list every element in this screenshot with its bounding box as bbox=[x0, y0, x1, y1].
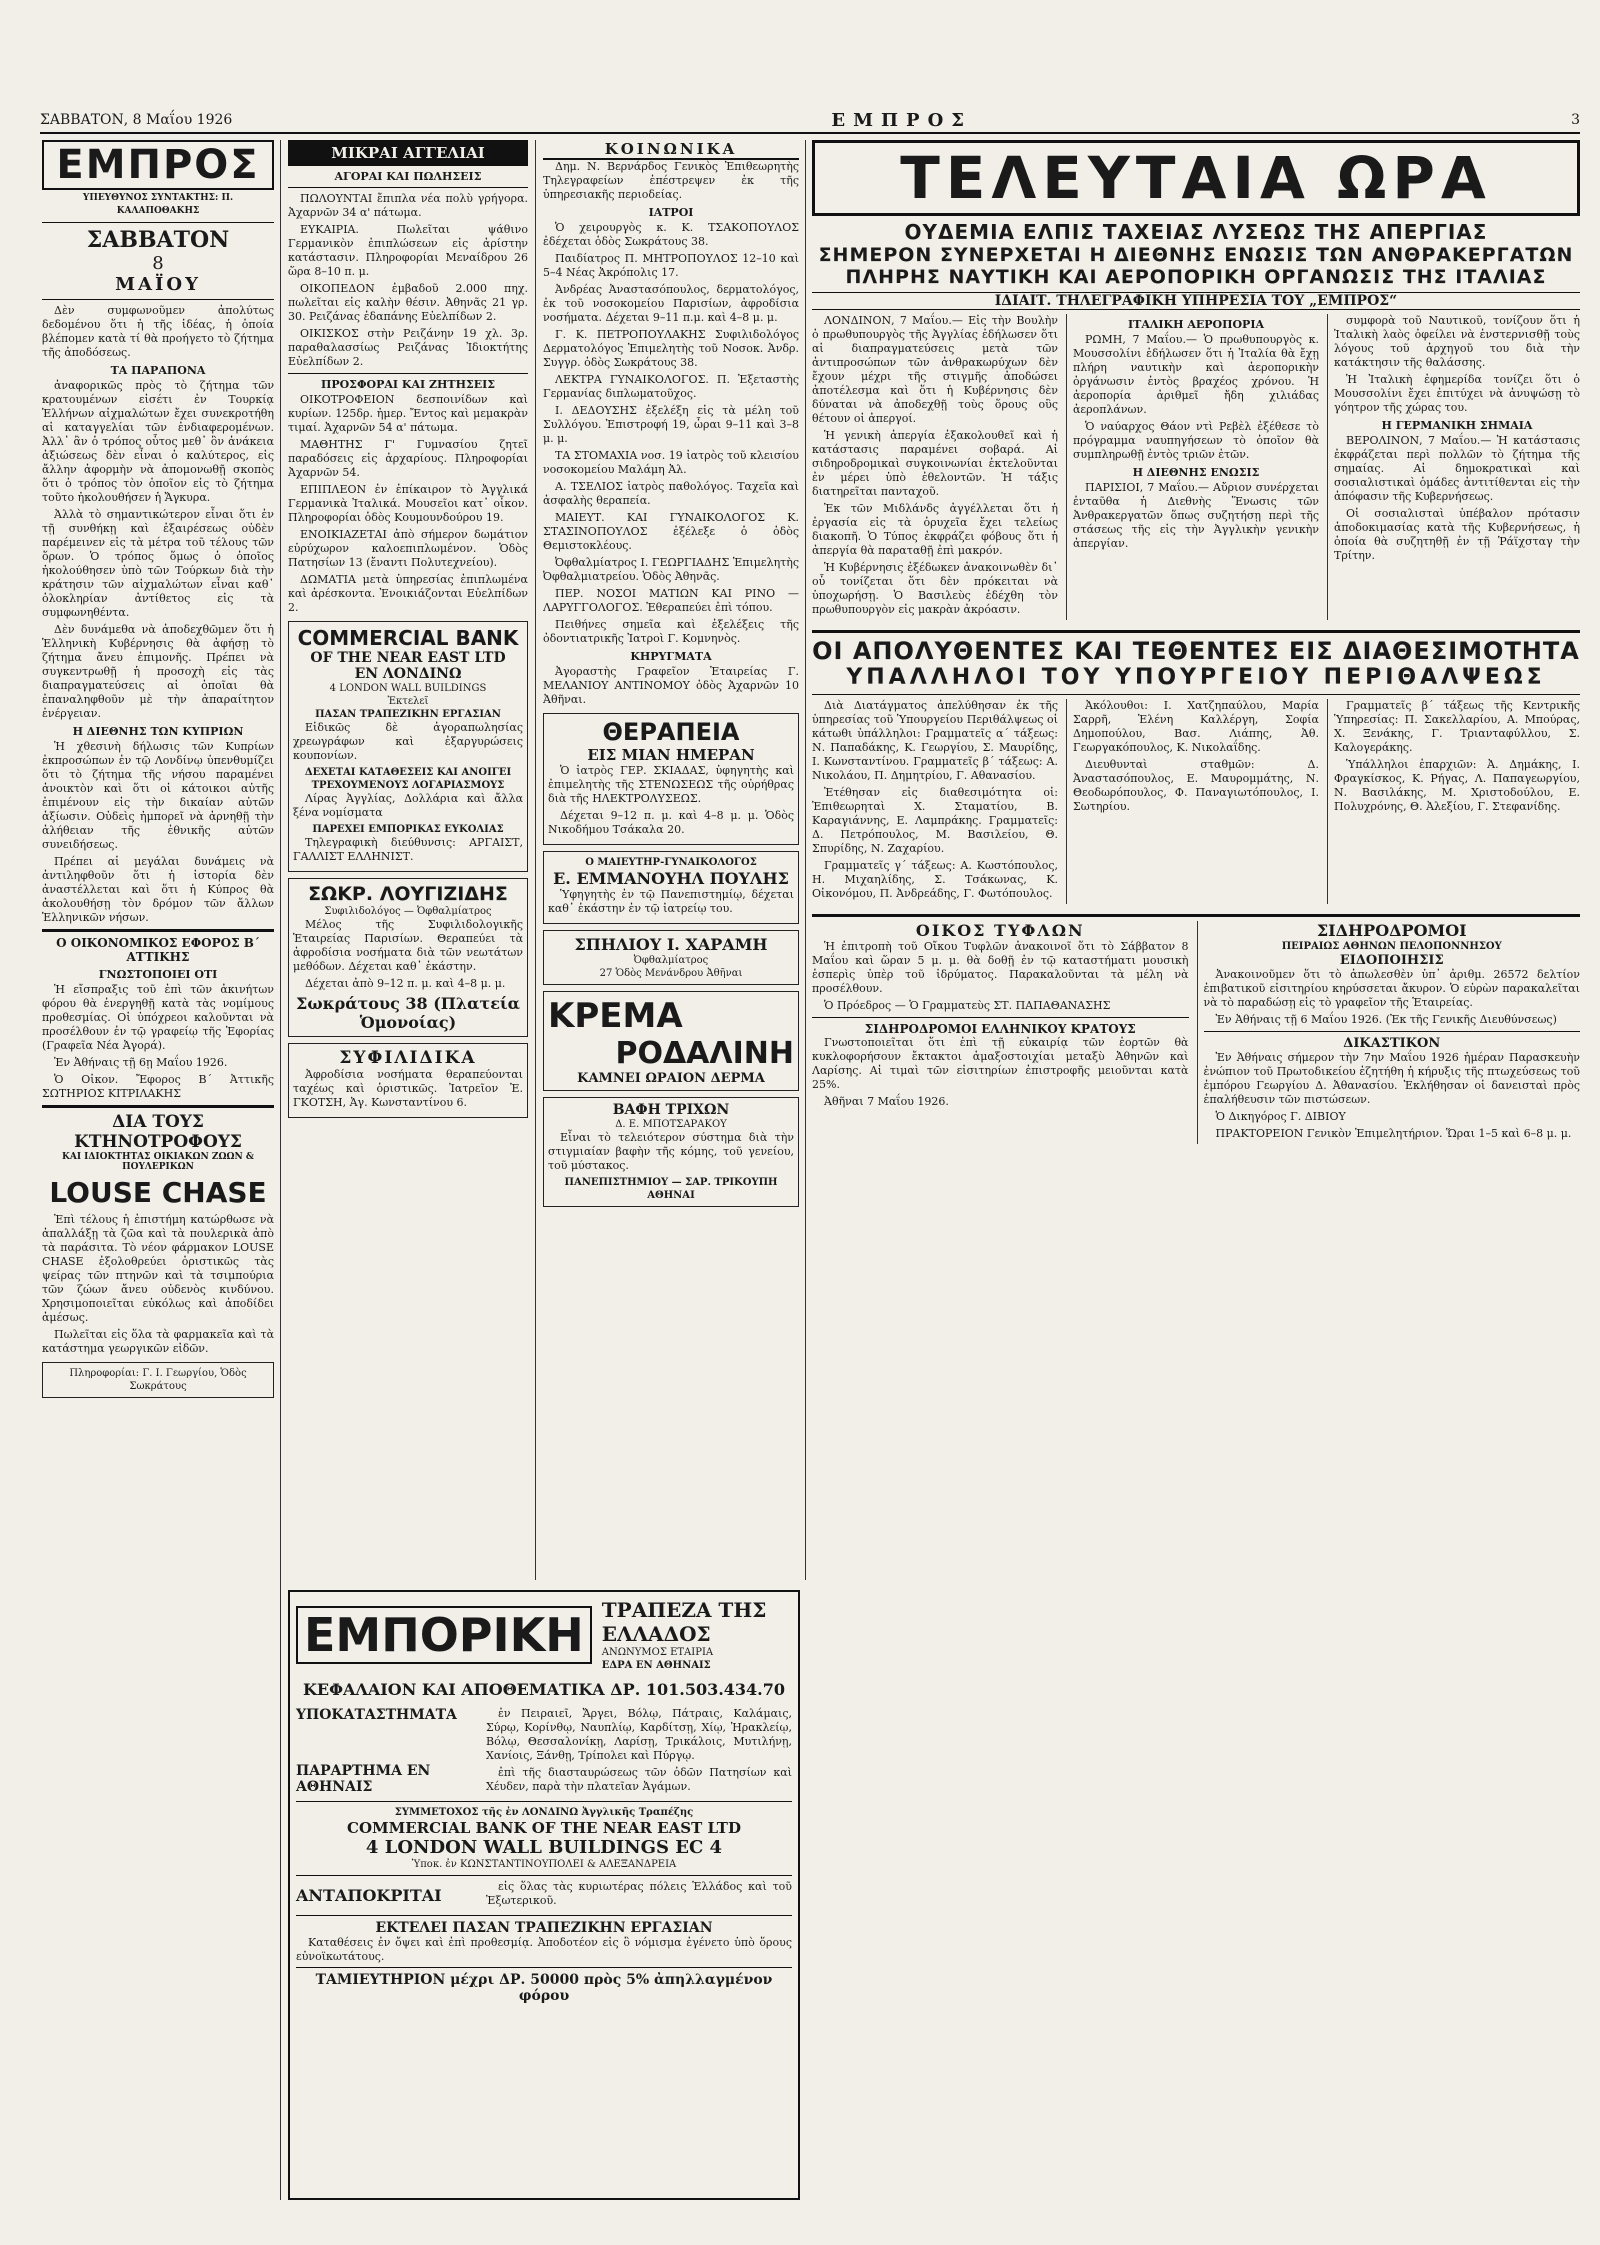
headline: ΣΗΜΕΡΟΝ ΣΥΝΕΡΧΕΤΑΙ Η ΔΙΕΘΝΗΣ ΕΝΩΣΙΣ ΤΩΝ ΑΝΘΡΑΚΕΡΓΑΤΩΝ bbox=[818, 244, 1574, 266]
ophthalmologist-address: 27 Ὁδὸς Μενάνδρου Ἀθῆναι bbox=[599, 968, 743, 979]
social-item: Α. ΤΣΕΛΙΟΣ ἰατρὸς παθολόγος. Ταχεῖα καὶ ἀσφαλὴς θεραπεία. bbox=[543, 480, 799, 507]
doctor-ad bbox=[288, 878, 528, 1037]
tax-notice-date: Ἐν Ἀθήναις τῇ 6ῃ Μαΐου 1926. bbox=[54, 1056, 228, 1069]
latest-news-banner: ΤΕΛΕΥΤΑΙΑ ΩΡΑ bbox=[900, 144, 1492, 212]
bank-ad bbox=[288, 621, 528, 872]
dismissals-paragraph: Διὰ Διατάγματος ἀπελύθησαν ἐκ τῆς ὑπηρεσίας τοῦ Ὑπουργείου Περιθάλψεως οἱ κάτωθι ὑπάλληλοι: Γραμματεῖς α΄ τάξεως: Ν. Παπαδάκης, Κ. Γεωργίου, Σ. Μαυρίδης, Ι. Κωνσταντίνου. Γραμματεῖς β΄ τάξεως: Α. Νικολάου, Π. Δημητρίου, Γ. Αθανασίου. bbox=[812, 699, 1058, 782]
bank-operations: ΠΑΣΑΝ ΤΡΑΠΕΖΙΚΗΝ ΕΡΓΑΣΙΑΝ bbox=[315, 709, 501, 720]
masthead-logo: ΕΜΠΡΟΣ bbox=[42, 140, 274, 190]
bank-footer: Τηλεγραφικὴ διεύθυνσις: ΑΡΓΑΙΣΤ, ΓΑΛΛΙΣΤ ΕΛΛΗΝΙΣΤ. bbox=[293, 836, 523, 863]
emporiki-agencies: ἐπὶ τῆς διασταυρώσεως τῶν ὁδῶν Πατησίων καὶ Χέυδεν, παρὰ τὴν πλατεῖαν Ἀγάμων. bbox=[486, 1766, 792, 1793]
news-paragraph: συμφορὰ τοῦ Ναυτικοῦ, τονίζουν ὅτι ἡ Ἰταλικὴ λαὸς ὀφείλει νὰ ἐνστερνισθῇ τοὺς λόγους τοῦ ἀρχηγοῦ του διὰ τὴν κατάκτησιν τῆς θαλάσσης. bbox=[1334, 314, 1580, 369]
railways-notice-date: Ἐν Ἀθήναις τῇ 6 Μαΐου 1926. (Ἐκ τῆς Γενικῆς Διευθύνσεως) bbox=[1215, 1013, 1557, 1026]
hair-dye-maker: Δ. Ε. ΜΠΟΤΣΑΡΑΚΟΥ bbox=[615, 1119, 727, 1130]
hair-dye-title: ΒΑΦΗ ΤΡΙΧΩΝ bbox=[612, 1102, 730, 1118]
classifieds-banner: ΜΙΚΡΑΙ ΑΓΓΕΛΙΑΙ bbox=[288, 140, 528, 166]
news-paragraph: Ἡ Κυβέρνησις ἐξέδωκεν ἀνακοινωθὲν δι᾽ οὗ τονίζεται ὅτι δὲν πρόκειται νὰ ὑποχωρήσῃ. Ὁ Βασιλεὺς ἐδέχθη τὸν πρωθυπουργὸν εἰς μακρὰν ἀκρόασιν. bbox=[812, 561, 1058, 616]
obstetrician-name: Ε. ΕΜΜΑΝΟΥΗΛ ΠΟΥΛΗΣ bbox=[553, 869, 789, 888]
classified-ad: ΟΙΚΟΠΕΔΟΝ ἐμβαδοῦ 2.000 πηχ. πωλεῖται εἰς καλὴν θέσιν. Ἀθηνᾶς 21 γρ. 30. Ρειζάνας ἐδαπάνης Εὐελπίδων 2. bbox=[288, 282, 528, 323]
ad-subtitle: ΚΑΙ ΙΔΙΟΚΤΗΤΑΣ ΟΙΚΙΑΚΩΝ ΖΩΩΝ & ΠΟΥΛΕΡΙΚΩΝ bbox=[62, 1152, 254, 1172]
tax-notice-title: Ο ΟΙΚΟΝΟΜΙΚΟΣ ΕΦΟΡΟΣ Β΄ ΑΤΤΙΚΗΣ bbox=[56, 936, 260, 964]
social-item: ΤΑ ΣΤΟΜΑΧΙΑ νοσ. 19 ἰατρὸς τοῦ κλεισίου νοσοκομείου Μαλάμη Ἀλ. bbox=[543, 449, 799, 476]
emporiki-agencies-title: ΠΑΡΑΡΤΗΜΑ ΕΝ ΑΘΗΝΑΙΣ bbox=[296, 1763, 431, 1795]
editorial-paragraph: ἀναφορικῶς πρὸς τὸ ζήτημα τῶν κρατουμένων εἰσέτι ἐν Τουρκίᾳ Ἑλλήνων αἰχμαλώτων ἔχει συνεκροτήθη αἱ καταγγελίαι τῶν ἐνδιαφερομένων. Ἀλλ᾽ ἂν ὁ τρόπος οὗτος μεθ᾽ ὃν ἀνάκεια ἀξιώσεως δὲν εἶναι ὁ καλύτερος, εἰς ἄλλην ἀφορμὴν νὰ ἀπομονωθῇ σκοπὸς ὅτι ὁ τρόπος τὸν ὁποῖον εἰς τὸ ζήτημα τοῦτο ἠκολουθήσεν ἡ Ἄγκυρα. bbox=[42, 379, 274, 504]
state-railways-date: Ἀθῆναι 7 Μαΐου 1926. bbox=[824, 1095, 949, 1108]
therapy-ad bbox=[543, 713, 799, 845]
social-item: Ἀνδρέας Ἀναστασόπουλος, δερματολόγος, ἐκ τοῦ νοσοκομείου Παρισίων, ἀφροδίσια νοσήματα. Δέχεται 9–11 π.μ. καὶ 4–8 μ. μ. bbox=[543, 283, 799, 324]
emporiki-bank-ad bbox=[288, 1590, 800, 2200]
syphilis-title: ΣΥΦΙΛΙΔΙΚΑ bbox=[339, 1048, 477, 1068]
hair-dye-footer: ΠΑΝΕΠΙΣΤΗΜΙΟΥ — ΣΑΡ. ΤΡΙΚΟΥΠΗ ΑΘΗΝΑΙ bbox=[564, 1177, 778, 1201]
page-number: 3 bbox=[1571, 112, 1580, 128]
doctor-name: ΣΩΚΡ. ΛΟΥΓΙΖΙΔΗΣ bbox=[308, 883, 508, 905]
news-paragraph: ΠΑΡΙΣΙΟΙ, 7 Μαΐου.— Αὔριον συνέρχεται ἐνταῦθα ἡ Διεθνὴς Ἕνωσις τῶν Ἀνθρακεργατῶν ὅπως συζητήσῃ περὶ τῆς στάσεως τῆς εἰς τὴν Ἀγγλικὴν γενικὴν ἀπεργίαν. bbox=[1073, 481, 1319, 550]
emporiki-partner-address: 4 LONDON WALL BUILDINGS EC 4 bbox=[365, 1837, 723, 1858]
doctor-address: Σωκράτους 38 (Πλατεία Ὁμονοίας) bbox=[296, 994, 520, 1032]
state-railways-title: ΣΙΔΗΡΟΔΡΟΜΟΙ ΕΛΛΗΝΙΚΟΥ ΚΡΑΤΟΥΣ bbox=[864, 1022, 1136, 1036]
emporiki-line2: ΑΝΩΝΥΜΟΣ ΕΤΑΙΡΙΑ bbox=[601, 1647, 714, 1658]
doctor-hours: Δέχεται ἀπὸ 9–12 π. μ. καὶ 4–8 μ. μ. bbox=[305, 977, 506, 990]
editorial-paragraph: Πρέπει αἱ μεγάλαι δυνάμεις νὰ ἀντιληφθοῦν ὅτι ἡ ἱστορία δὲν ἀναστέλλεται καὶ ὅτι ἡ Κύπρος θὰ ἀκολουθήσῃ τὸν δρόμον τῶν ἄλλων Ἑλληνικῶν νήσων. bbox=[42, 855, 274, 924]
classified-ad: ΟΙΚΟΤΡΟΦΕΙΟΝ δεσποινίδων καὶ κυρίων. 125δρ. ἡμερ. Ἔντος καὶ μεμακρὰν τιμαί. Ἀχαρνῶν 54 α' πάτωμα. bbox=[288, 393, 528, 434]
emporiki-correspondents-title: ΑΝΤΑΠΟΚΡΙΤΑΙ bbox=[296, 1886, 442, 1905]
railways-subtitle: ΠΕΙΡΑΙΩΣ ΑΘΗΝΩΝ ΠΕΛΟΠΟΝΝΗΣΟΥ bbox=[1281, 941, 1502, 952]
social-item: Πειθήνες σημεῖα καὶ ἐξελέξεις τῆς ὀδοντιατρικῆς Ἰατροὶ Γ. Κομνηνὸς. bbox=[543, 618, 799, 645]
emporiki-brand: ΕΜΠΟΡΙΚΗ bbox=[296, 1606, 592, 1664]
blind-home-signature: Ὁ Πρόεδρος — Ὁ Γραμματεὺς ΣΤ. ΠΑΠΑΘΑΝΑΣΗΣ bbox=[824, 999, 1111, 1012]
classified-ad: ΔΩΜΑΤΙΑ μετὰ ὑπηρεσίας ἐπιπλωμένα καὶ ἀρέσκοντα. Ἐνοικιάζονται Εὐελπίδων 2. bbox=[288, 573, 528, 614]
emporiki-deposits: Καταθέσεις ἐν ὄψει καὶ ἐπὶ προθεσμίᾳ. Ἀποδοτέον εἰς ὃ νόμισμα ἐγένετο ὑπὸ ὅρους εὐνοϊκωτάτους. bbox=[296, 1936, 792, 1963]
editorial-subhead: Η ΔΙΕΘΝΗΣ ΤΩΝ ΚΥΠΡΙΩΝ bbox=[72, 725, 244, 738]
dismissals-paragraph: Διευθυνταὶ σταθμῶν: Δ. Ἀναστασόπουλος, Ε. Μαυρομμάτης, Ν. Θεοδωρόπουλος, Φ. Παναγιωτόπουλος, Ι. Σωτηρίου. bbox=[1073, 758, 1319, 813]
classifieds-section: ΑΓΟΡΑΙ ΚΑΙ ΠΩΛΗΣΕΙΣ bbox=[334, 170, 482, 183]
classified-ad: ΕΝΟΙΚΙΑΖΕΤΑΙ ἀπὸ σήμερον δωμάτιον εὐρύχωρον καλοεπιπλωμένον. Ὁδὸς Πατησίων 13 (ἔναντι Πολυτεχνείου). bbox=[288, 528, 528, 569]
news-paragraph: Ἐκ τῶν Μιδλάνδς ἀγγέλλεται ὅτι ἡ ἐργασία εἰς τὰ ὀρυχεῖα ἔχει τελείως διακοπῆ. Ὁ Τύπος ἐκφράζει φόβους ὅτι ἡ ἀπεργία θὰ παραταθῇ ἐπὶ μακρόν. bbox=[812, 502, 1058, 557]
blind-home-body: Ἡ ἐπιτροπὴ τοῦ Οἴκου Τυφλῶν ἀνακοινοῖ ὅτι τὸ Σάββατον 8 Μαΐου καὶ ὥραν 5 μ. μ. θὰ δοθῇ ἐν τῷ καταστήματι μουσικὴ ἑσπερὶς ὑπὲρ τοῦ ἱδρύματος. Παρακαλοῦνται τὰ μέλη νὰ προσέλθουν. bbox=[812, 940, 1189, 995]
state-railways-body: Γνωστοποιεῖται ὅτι ἐπὶ τῇ εὐκαιρίᾳ τῶν ἑορτῶν θὰ κυκλοφορήσουν ἔκτακτοι ἁμαξοστοιχίαι μεταξὺ Ἀθηνῶν καὶ Λαρίσης. Αἱ τιμαὶ τῶν εἰσιτηρίων ἐπιστροφῆς μειοῦνται κατὰ 25%. bbox=[812, 1036, 1189, 1091]
emporiki-correspondents: εἰς ὅλας τὰς κυριωτέρας πόλεις Ἑλλάδος καὶ τοῦ Ἐξωτερικοῦ. bbox=[486, 1880, 792, 1907]
cream-slogan: ΚΑΜΝΕΙ ΩΡΑΙΟΝ ΔΕΡΜΑ bbox=[577, 1071, 765, 1086]
court-notice-footer: ΠΡΑΚΤΟΡΕΙΟΝ Γενικὸν Ἐπιμελητήριον. Ὥραι 1–5 καὶ 6–8 μ. μ. bbox=[1215, 1127, 1572, 1140]
dismissals-paragraph: Γραμματεῖς β΄ τάξεως τῆς Κεντρικῆς Ὑπηρεσίας: Π. Σακελλαρίου, Α. Μπούρας, Χ. Ξενάκης, Γ. Τριανταφύλλου, Σ. Καλογεράκης. bbox=[1334, 699, 1580, 754]
cream-brand: ΡΟΔΑΛΙΝΗ bbox=[615, 1036, 794, 1071]
bank-city: ΕΝ ΛΟΝΔΙΝΩ bbox=[354, 666, 462, 682]
emporiki-line3: ΕΔΡΑ ΕΝ ΑΘΗΝΑΙΣ bbox=[601, 1660, 711, 1671]
emporiki-savings: ΤΑΜΙΕΥΤΗΡΙΟΝ μέχρι ΔΡ. 50000 πρὸς 5% ἀπηλλαγμένον φόρου bbox=[296, 1967, 792, 2004]
column-rule bbox=[805, 140, 806, 1580]
social-item: Γ. Κ. ΠΕΤΡΟΠΟΥΛΑΚΗΣ Συφιλιδολόγος Δερματολόγος Ἐπιμελητὴς τοῦ Νοσοκ. Ἀνδρ. Συγγρ. ὁδὸς Σωκράτους 38. bbox=[543, 328, 799, 369]
blind-home-column bbox=[812, 921, 1189, 1144]
month-name: ΜΑΪΟΥ bbox=[115, 274, 201, 295]
social-item: Ὀφθαλμίατρος Ι. ΓΕΩΡΓΙΑΔΗΣ Ἐπιμελητὴς Ὀφθαλμιατρείου. Ὁδὸς Ἀθηνᾶς. bbox=[543, 556, 799, 583]
tax-notice-signature: Ὁ Οἰκον. Ἔφορος Β΄ Ἀττικῆς ΣΩΤΗΡΙΟΣ ΚΙΤΡΙΛΑΚΗΣ bbox=[42, 1073, 274, 1100]
railways-notice-column bbox=[1197, 921, 1581, 1144]
news-subhead: Η ΔΙΕΘΝΗΣ ΕΝΩΣΙΣ bbox=[1132, 466, 1260, 479]
dismissals-column bbox=[1066, 699, 1319, 904]
latest-news-banner-box bbox=[812, 140, 1580, 216]
doctor-body: Μέλος τῆς Συφιλιδολογικῆς Ἑταιρείας Παρισίων. Θεραπεύει τὰ ἀφροδίσια νοσήματα διὰ τῶν νεωτάτων μεθόδων. Δέχεται καθ᾽ ἑκάστην. bbox=[293, 918, 523, 973]
news-paragraph: Ἡ γενικὴ ἀπεργία ἐξακολουθεῖ καὶ ἡ κατάστασις παραμένει σοβαρά. Αἱ σιδηροδρομικαὶ συγκοινωνίαι ἐκτελοῦνται ἐν μέρει ὑπὸ ἐθελοντῶν. Ἡ τάξις διατηρεῖται πανταχοῦ. bbox=[812, 429, 1058, 498]
doctors-subhead: ΙΑΤΡΟΙ bbox=[648, 206, 694, 219]
dismissals-column bbox=[1327, 699, 1580, 904]
ad-footer: Πωλεῖται εἰς ὅλα τὰ φαρμακεῖα καὶ τὰ κατάστημα γεωργικῶν εἰδῶν. bbox=[42, 1328, 274, 1355]
dismissals-paragraph: Ὑπάλληλοι ἐπαρχιῶν: Ἀ. Δημάκης, Ι. Φραγκίσκος, Κ. Ρήγας, Λ. Παπαγεωργίου, Ν. Βασιλάκης, Μ. Χριστοδούλου, Ε. Πολυχρόνης, Θ. Ἀλεξίου, Γ. Στεφανίδης. bbox=[1334, 758, 1580, 813]
column-social bbox=[543, 140, 799, 1570]
ad-contact: Πληροφορίαι: Γ. Ι. Γεωργίου, Ὁδὸς Σωκράτους bbox=[42, 1362, 274, 1398]
social-item: ΜΑΙΕΥΤ. ΚΑΙ ΓΥΝΑΙΚΟΛΟΓΟΣ Κ. ΣΤΑΣΙΝΟΠΟΥΛΟΣ ἐξέλεξε ὁ ὁδὸς Θεμιστοκλέους. bbox=[543, 511, 799, 552]
social-banner: ΚΟΙΝΩΝΙΚΑ bbox=[543, 140, 799, 160]
tax-notice-body: Ἡ εἴσπραξις τοῦ ἐπὶ τῶν ἀκινήτων φόρου θὰ ἐνεργηθῇ κατὰ τὰς νομίμους προθεσμίας. Οἱ ὑπόχρεοι καλοῦνται νὰ προσέλθουν ἐν τῷ γραφείῳ τῆς Ἐφορίας (Γραφεῖα Νέα Ἀγορά). bbox=[42, 983, 274, 1052]
bank-deposits: ΔΕΧΕΤΑΙ ΚΑΤΑΘΕΣΕΙΣ ΚΑΙ ΑΝΟΙΓΕΙ ΤΡΕΧΟΥΜΕΝΟΥΣ ΛΟΓΑΡΙΑΣΜΟΥΣ bbox=[304, 767, 512, 791]
news-paragraph: Ἡ Ἰταλικὴ ἐφημερίδα τονίζει ὅτι ὁ Μουσσολίνι ἔχει ἐπιτύχει νὰ ἀνυψώσῃ τὸ γόητρον τῆς χώρας του. bbox=[1334, 373, 1580, 414]
dismissals-subheadline: ΥΠΑΛΛΗΛΟΙ ΤΟΥ ΥΠΟΥΡΓΕΙΟΥ ΠΕΡΙΘΑΛΨΕΩΣ bbox=[846, 665, 1546, 690]
headline: ΟΥΔΕΜΙΑ ΕΛΠΙΣ ΤΑΧΕΙΑΣ ΛΥΣΕΩΣ ΤΗΣ ΑΠΕΡΓΙΑΣ bbox=[904, 220, 1488, 244]
column-classifieds bbox=[288, 140, 528, 1570]
editor-line: ΥΠΕΥΘΥΝΟΣ ΣΥΝΤΑΚΤΗΣ: Π. ΚΑΛΑΠΟΘΑΚΗΣ bbox=[82, 193, 234, 216]
classified-ad: ΕΠΙΠΛΕΟΝ ἐν ἐπίκαιρον τὸ Ἀγγλικά Γερμανικὰ Ἰταλικά. Μουσεῖοι κατ᾽ οἶκον. Πληροφορίαι ὁδὸς Κουμουνδούρου 19. bbox=[288, 483, 528, 524]
hair-dye-ad bbox=[543, 1097, 799, 1207]
ophthalmologist-name: ΣΠΗΛΙΟΥ Ι. ΧΑΡΑΜΗ bbox=[574, 935, 768, 954]
social-item: Ὁ χειρουργὸς κ. Κ. ΤΣΑΚΟΠΟΥΛΟΣ ἐδέχεται ὁδὸς Σωκράτους 38. bbox=[543, 221, 799, 248]
cream-ad bbox=[543, 991, 799, 1091]
running-masthead: ΕΜΠΡΟΣ bbox=[831, 109, 972, 131]
emporiki-line1: ΤΡΑΠΕΖΑ ΤΗΣ ΕΛΛΑΔΟΣ bbox=[601, 1598, 767, 1646]
editorial-subhead: ΤΑ ΠΑΡΑΠΟΝΑ bbox=[110, 364, 206, 377]
bank-currencies: Λίρας Ἀγγλίας, Δολλάρια καὶ ἄλλα ξένα νομίσματα bbox=[293, 792, 523, 819]
social-item: Δημ. Ν. Βερνάρδος Γενικὸς Ἐπιθεωρητὴς Τηλεγραφείων ἐπέστρεψεν ἐκ τῆς ὑπηρεσιακῆς περιοδείας. bbox=[543, 160, 799, 201]
emporiki-partner-name: COMMERCIAL BANK OF THE NEAR EAST LTD bbox=[347, 1819, 741, 1837]
social-item: ΠΕΡ. ΝΟΣΟΙ ΜΑΤΙΩΝ ΚΑΙ ΡΙΝΟ — ΛΑΡΥΓΓΟΛΟΓΟΣ. Ἐθεραπεύει ἐπὶ τόπου. bbox=[543, 587, 799, 614]
news-paragraph: Ὁ ναύαρχος Θάον ντὶ Ρεβὲλ ἐξέθεσε τὸ πρόγραμμα ναυπηγήσεων τὸ ὁποῖον θὰ συμπληρωθῇ ἐντὸς τριῶν ἐτῶν. bbox=[1073, 420, 1319, 461]
emporiki-partner-cities: Ὑποκ. ἐν ΚΩΝΣΤΑΝΤΙΝΟΥΠΟΛΕΙ & ΑΛΕΞΑΝΔΡΕΙΑ bbox=[411, 1859, 677, 1870]
editorial-paragraph: Ἀλλὰ τὸ σημαντικώτερον εἶναι ὅτι ἐν τῇ συνθήκῃ καὶ ἐξαιρέσεως οὐδὲν παρέμεινεν εἰς τὰ μέτρα τοῦ τέλους τῶν ὅρων. Ὁ τρόπος ὅμως ὁ ὁποῖος ἠκολούθησεν ὑπὸ τῶν Τούρκων διὰ τὴν κράτησιν τῶν αἰχμαλώτων εἶναι καθ᾽ ὁλοκληρίαν ἀντίθετος εἰς τὰ συμφωνηθέντα. bbox=[42, 508, 274, 619]
railways-notice-label: ΕΙΔΟΠΟΙΗΣΙΣ bbox=[1339, 953, 1444, 968]
headline: ΠΛΗΡΗΣ ΝΑΥΤΙΚΗ ΚΑΙ ΑΕΡΟΠΟΡΙΚΗ ΟΡΓΑΝΩΣΙΣ ΤΗΣ ΙΤΑΛΙΑΣ bbox=[845, 266, 1547, 288]
ad-body: Ἐπὶ τέλους ἡ ἐπιστήμη κατώρθωσε νὰ ἀπαλλάξῃ τὰ ζῶα καὶ τὰ πουλερικὰ ἀπὸ τὰ παράσιτα. Τὸ νέον φάρμακον LOUSE CHASE ἐξολοθρεύει ὁριστικῶς τὰς ψείρας τῶν πτηνῶν καὶ τὰ τσιμπούρια τῶν ζώων ἄνευ οὐδενὸς κινδύνου. Χρησιμοποιεῖται εὐκόλως καὶ ἀποδίδει ἀμέσως. bbox=[42, 1213, 274, 1324]
bank-sub: Ἐκτελεῖ bbox=[387, 696, 429, 707]
bank-name: COMMERCIAL BANK bbox=[297, 626, 519, 650]
therapy-title: ΘΕΡΑΠΕΙΑ bbox=[602, 718, 740, 746]
column-rule bbox=[535, 140, 536, 1580]
news-paragraph: ΡΩΜΗ, 7 Μαΐου.— Ὁ πρωθυπουργὸς κ. Μουσσολίνι ἐδήλωσεν ὅτι ἡ Ἰταλία θὰ ἔχῃ πλήρη ναυτικὴν καὶ ἀεροπορικὴν ὀργάνωσιν ἐντὸς βραχέος χρόνου. Ἡ ἀεροπορία ἀριθμεῖ ἤδη χιλιάδας ἀεροπλάνων. bbox=[1073, 333, 1319, 416]
ophthalmologist-title: Ὀφθαλμίατρος bbox=[633, 955, 709, 966]
bank-body: Εἰδικῶς δὲ ἀγοραπωλησίας χρεωγράφων καὶ ἐξαργυρώσεις κουπονίων. bbox=[293, 721, 523, 762]
railways-notice-body: Ἀνακοινοῦμεν ὅτι τὸ ἀπωλεσθὲν ὑπ᾽ ἀριθμ. 26572 δελτίον ἐπιβατικοῦ εἰσιτηρίου κηρύσσεται ἄκυρον. Ὁ εὑρὼν παρακαλεῖται νὰ τὸ παραδώσῃ εἰς τὸ γραφεῖον τῆς Ἑταιρείας. bbox=[1203, 968, 1580, 1009]
issue-date: ΣΑΒΒΑΤΟΝ, 8 Μαΐου 1926 bbox=[40, 112, 233, 128]
day-name: ΣΑΒΒΑΤΟΝ bbox=[86, 227, 230, 253]
therapy-body: Ὁ ἰατρὸς ΓΕΡ. ΣΚΙΑΔΑΣ, ὑφηγητὴς καὶ ἐπιμελητὴς τῆς ΣΤΕΝΩΣΕΩΣ τῆς οὐρήθρας διὰ τῆς ΗΛΕΚΤΡΟΛΥΣΕΩΣ. bbox=[548, 764, 794, 805]
social-item: Παιδίατρος Π. ΜΗΤΡΟΠΟΥΛΟΣ 12–10 καὶ 5–4 Νέας Ἀκρόπολις 17. bbox=[543, 252, 799, 279]
column-rule bbox=[280, 140, 281, 2200]
classifieds-section: ΠΡΟΣΦΟΡΑΙ ΚΑΙ ΖΗΤΗΣΕΙΣ bbox=[320, 378, 496, 391]
news-column bbox=[1327, 314, 1580, 620]
dismissals-column bbox=[812, 699, 1058, 904]
dismissals-headline: ΟΙ ΑΠΟΛΥΘΕΝΤΕΣ ΚΑΙ ΤΕΘΕΝΤΕΣ ΕΙΣ ΔΙΑΘΕΣΙΜΟΤΗΤΑ bbox=[812, 637, 1580, 665]
hair-dye-body: Εἶναι τὸ τελειότερον σύστημα διὰ τὴν στιγμιαίαν βαφὴν τῆς κόμης, τοῦ γενείου, τοῦ μύστακος. bbox=[548, 1131, 794, 1172]
dismissals-paragraph: Ἀκόλουθοι: Ι. Χατζηπαύλου, Μαρία Σαρρῆ, Ἑλένη Καλλέργη, Σοφία Δημοπούλου, Βασ. Λιάπης, Ἀθ. Γεωργακόπουλος, Κ. Νικολαΐδης. bbox=[1073, 699, 1319, 754]
bank-of: OF THE NEAR EAST LTD bbox=[310, 650, 506, 666]
emporiki-partner-title: ΣΥΜΜΕΤΟΧΟΣ τῆς ἐν ΛΟΝΔΙΝΩ Ἀγγλικῆς Τραπέζης bbox=[394, 1807, 694, 1818]
latest-news-section bbox=[812, 140, 1580, 2210]
classified-ad: ΟΙΚΙΣΚΟΣ στὴν Ρειζάνην 19 χλ. 3ρ. παραθαλασσίως Ρειζάνας Ἰδιοκτήτης Εὐελπίδων 2. bbox=[288, 327, 528, 368]
column-left bbox=[42, 140, 274, 2210]
announcements-subhead: ΚΗΡΥΓΜΑΤΑ bbox=[630, 650, 712, 663]
dismissals-paragraph: Γραμματεῖς γ΄ τάξεως: Α. Κωστόπουλος, Η. Μιχαηλίδης, Σ. Τσάκωνας, Κ. Οἰκονόμου, Π. Ἀνδρεάδης, Γ. Φωτόπουλος. bbox=[812, 859, 1058, 900]
court-notice-title: ΔΙΚΑΣΤΙΚΟΝ bbox=[1343, 1036, 1441, 1051]
emporiki-operations: ΕΚΤΕΛΕΙ ΠΑΣΑΝ ΤΡΑΠΕΖΙΚΗΝ ΕΡΓΑΣΙΑΝ bbox=[375, 1920, 713, 1936]
therapy-hours: Δέχεται 9–12 π. μ. καὶ 4–8 μ. μ. Ὁδὸς Νικοδήμου Τσάκαλα 20. bbox=[548, 809, 794, 836]
social-item: Ι. ΔΕΔΟΥΣΗΣ ἐξελέξη εἰς τὰ μέλη τοῦ Συλλόγου. Ἐπιστροφή 19, ὧραι 9–11 καὶ 3–8 μ. μ. bbox=[543, 404, 799, 445]
emporiki-branches-title: ΥΠΟΚΑΤΑΣΤΗΜΑΤΑ bbox=[296, 1707, 457, 1723]
syphilis-ad bbox=[288, 1043, 528, 1118]
classified-ad: ΜΑΘΗΤΗΣ Γ' Γυμνασίου ζητεῖ παραδόσεις εἰς ἀρχαρίους. Πληροφορίαι Ἀχαρνῶν 54. bbox=[288, 438, 528, 479]
announcement: Ἀγοραστὴς Γραφεῖον Ἑταιρείας Γ. ΜΕΛΑΝΙΟΥ ΑΝΤΙΝΟΜΟΥ ὁδὸς Ἀχαρνῶν 10 Ἀθῆναι. bbox=[543, 665, 799, 706]
news-paragraph: ΒΕΡΟΛΙΝΟΝ, 7 Μαΐου.— Ἡ κατάστασις ἐκφράζεται περὶ πολλῶν τὸ ζήτημα τῆς σημαίας. Αἱ δημοκρατικαὶ καὶ σοσιαλιστικαὶ ὁμάδες ἀντιτίθενται εἰς τὴν ἀπόφασιν τῆς Κυβερνήσεως. bbox=[1334, 434, 1580, 503]
news-paragraph: ΛΟΝΔΙΝΟΝ, 7 Μαΐου.— Εἰς τὴν Βουλὴν ὁ πρωθυπουργὸς τῆς Ἀγγλίας ἐδήλωσεν ὅτι αἱ διαπραγματεύσεις μετὰ τῶν ἀντιπροσώπων τῶν ἀνθρακωρύχων δὲν ἔχουν μέχρι τῆς στιγμῆς ἀποδώσει ἀποτέλεσμα καὶ ὅτι ἡ Κυβέρνησις δὲν δύναται νὰ ἀποδεχθῇ τοὺς ὅρους οὓς θέτουν οἱ ἀπεργοί. bbox=[812, 314, 1058, 425]
obstetrician-ad bbox=[543, 851, 799, 924]
news-subhead: ΙΤΑΛΙΚΗ ΑΕΡΟΠΟΡΙΑ bbox=[1127, 318, 1265, 331]
running-header bbox=[40, 108, 1580, 134]
tax-notice-subtitle: ΓΝΩΣΤΟΠΟΙΕΙ ΟΤΙ bbox=[98, 968, 218, 981]
telegraph-service: ΙΔΙΑΙΤ. ΤΗΛΕΓΡΑΦΙΚΗ ΥΠΗΡΕΣΙΑ ΤΟΥ „ΕΜΠΡΟΣ“ bbox=[812, 292, 1580, 310]
dismissals-paragraph: Ἐτέθησαν εἰς διαθεσιμότητα οἱ: Ἐπιθεωρηταὶ Χ. Σταματίου, Β. Καραγιάννης, Ε. Λαμπράκης. Γραμματεῖς: Δ. Πετρόπουλος, Μ. Βασιλείου, Θ. Σπυρίδης, Ν. Ζαχαρίου. bbox=[812, 786, 1058, 855]
bank-offer: ΠΑΡΕΧΕΙ ΕΜΠΟΡΙΚΑΣ ΕΥΚΟΛΙΑΣ bbox=[312, 824, 504, 835]
ad-title: ΔΙΑ ΤΟΥΣ ΚΤΗΝΟΤΡΟΦΟΥΣ bbox=[74, 1112, 242, 1152]
editorial-paragraph: Ἡ χθεσινὴ δήλωσις τῶν Κυπρίων ἐκπροσώπων ἐν τῷ Λονδίνῳ ὑπενθυμίζει ὅτι τὸ ζήτημα τῆς νήσου παραμένει ἀνοικτὸν καὶ ὅτι οἱ κάτοικοι αὐτῆς ἐπιμένουν εἰς τὴν δικαίαν αὐτῶν ἀξίωσιν. Οὐδεὶς ἠμπορεῖ νὰ ἀρνηθῇ τὴν ἀλήθειαν τῆς ἐθνικῆς αὐτῶν συνειδήσεως. bbox=[42, 740, 274, 851]
therapy-subtitle: ΕΙΣ ΜΙΑΝ ΗΜΕΡΑΝ bbox=[587, 746, 755, 764]
social-item: ΛΕΚΤΡΑ ΓΥΝΑΙΚΟΛΟΓΟΣ. Π. Ἐξεταστὴς Γερμανίας διπλωματοῦχος. bbox=[543, 373, 799, 400]
editorial-paragraph: Δὲν δυνάμεθα νὰ ἀποδεχθῶμεν ὅτι ἡ Ἑλληνικὴ Κυβέρνησις θὰ ἀφήσῃ τὸ ζήτημα ἄνευ ἐπιμονῆς. Πρέπει νὰ συγκεντρωθῇ ἡ προσοχὴ εἰς τὰς διαπραγματεύσεις αἱ ὁποῖαι θὰ ἐπαναληφθοῦν μὲ τὴν ἀπαραίτητον ἐνέργειαν. bbox=[42, 623, 274, 720]
classified-ad: ΕΥΚΑΙΡΙΑ. Πωλεῖται ψάθινο Γερμανικὸν ἐπιπλώσεων εἰς ἀρίστην κατάστασιν. Πληροφορίαι Μεναίδρου 26 ὥρα 8–10 π. μ. bbox=[288, 223, 528, 278]
emporiki-capital: ΚΕΦΑΛΑΙΟΝ ΚΑΙ ΑΠΟΘΕΜΑΤΙΚΑ ΔΡ. 101.503.434.70 bbox=[302, 1680, 786, 1699]
news-paragraph: Οἱ σοσιαλισταὶ ὑπέβαλον πρότασιν ἀποδοκιμασίας κατὰ τῆς Κυβερνήσεως, ἡ ὁποία θὰ συζητηθῇ ἐν τῇ Ῥάϊχσταγ τὴν Τρίτην. bbox=[1334, 507, 1580, 562]
news-column bbox=[1066, 314, 1319, 620]
classified-ad: ΠΩΛΟΥΝΤΑΙ ἔπιπλα νέα πολὺ γρήγορα. Ἀχαρνῶν 34 α' πάτωμα. bbox=[288, 192, 528, 219]
ophthalmologist-ad bbox=[543, 930, 799, 985]
obstetrician-body: Ὑφηγητὴς ἐν τῷ Πανεπιστημίῳ, δέχεται καθ᾽ ἑκάστην ἐν τῷ ἰατρείῳ του. bbox=[548, 888, 794, 915]
news-subhead: Η ΓΕΡΜΑΝΙΚΗ ΣΗΜΑΙΑ bbox=[1381, 419, 1533, 432]
blind-home-title: ΟΙΚΟΣ ΤΥΦΛΩΝ bbox=[915, 921, 1085, 940]
news-column bbox=[812, 314, 1058, 620]
obstetrician-title: Ο ΜΑΙΕΥΤΗΡ-ΓΥΝΑΙΚΟΛΟΓΟΣ bbox=[585, 857, 757, 868]
ad-brand: LOUSE CHASE bbox=[49, 1176, 267, 1209]
court-notice-signature: Ὁ Δικηγόρος Γ. ΔΙΒΙΟΥ bbox=[1215, 1110, 1346, 1123]
editorial-intro: Δὲν συμφωνοῦμεν ἀπολύτως δεδομένου ὅτι ἡ τῆς ἰδέας, ἡ ὁποία βλέπομεν κατὰ τί θὰ προήγετο τὸ ζήτημα τῆς ἀποδόσεως. bbox=[42, 304, 274, 359]
doctor-speciality: Συφιλιδολόγος — Ὀφθαλμίατρος bbox=[324, 906, 492, 917]
railways-title: ΣΙΔΗΡΟΔΡΟΜΟΙ bbox=[1316, 921, 1467, 940]
syphilis-body: Ἀφροδίσια νοσήματα θεραπεύονται ταχέως καὶ ὁριστικῶς. Ἰατρεῖον Ἐ. ΓΚΟΤΣΗ, Ἀγ. Κωνσταντίνου 6. bbox=[293, 1068, 523, 1109]
emporiki-branches: ἐν Πειραιεῖ, Ἄργει, Βόλῳ, Πάτραις, Καλάμαις, Σύρῳ, Κορίνθῳ, Ναυπλίῳ, Καρδίτσῃ, Χίῳ, Ἡρακλείῳ, Βόλῳ, Θεσσαλονίκῃ, Λαρίσῃ, Τρικάλοις, Μυτιλήνῃ, Χανίοις, Ξάνθῃ, Τρίπολει καὶ Πύργῳ. bbox=[486, 1707, 792, 1762]
cream-title: ΚΡΕΜΑ bbox=[548, 996, 683, 1036]
day-number: 8 bbox=[152, 253, 164, 274]
bank-address: 4 LONDON WALL BUILDINGS bbox=[329, 683, 487, 694]
court-notice-body: Ἐν Ἀθήναις σήμερον τὴν 7ην Μαΐου 1926 ἡμέραν Παρασκευὴν ἐνώπιον τοῦ Πρωτοδικείου ἐζητήθη ἡ κήρυξις τῆς πτωχεύσεως τοῦ ἐμπόρου Γεωργίου Δ. Ἀθανασίου. Ἐκλήθησαν οἱ δανεισταὶ πρὸς ἐπαλήθευσιν τῶν πιστώσεων. bbox=[1203, 1051, 1580, 1106]
